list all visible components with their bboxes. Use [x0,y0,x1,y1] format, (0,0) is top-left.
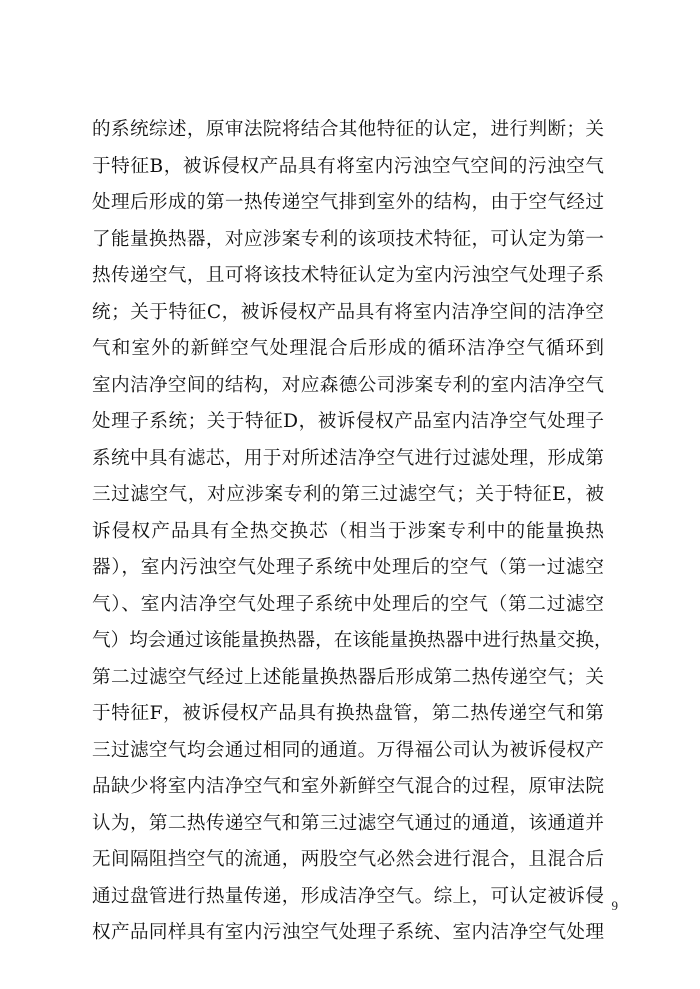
text-line: 三过滤空气，对应涉案专利的第三过滤空气；关于特征E，被 [92,484,604,505]
body-text [92,112,613,952]
page-number: 9 [611,898,618,913]
text-line: 的系统综述，原审法院将结合其他特征的认定，进行判断；关 [92,119,604,140]
text-line: 通过盘管进行热量传递，形成洁净空气。综上，可认定被诉侵 [92,885,604,907]
text-line: 统；关于特征C，被诉侵权产品具有将室内洁净空间的洁净空 [92,301,604,323]
text-line: 气）、室内洁净空气处理子系统中处理后的空气（第二过滤空 [92,593,604,615]
text-line: 室内洁净空间的结构，对应森德公司涉案专利的室内洁净空气 [92,374,604,396]
text-line: 气）均会通过该能量换热器，在该能量换热器中进行热量交换， [92,630,613,651]
text-line: 权产品同样具有室内污浊空气处理子系统、室内洁净空气处理 [92,922,604,943]
text-line: 处理后形成的第一热传递空气排到室外的结构，由于空气经过 [92,192,604,213]
text-line: 无间隔阻挡空气的流通，两股空气必然会进行混合，且混合后 [92,849,604,870]
text-line: 三过滤空气均会通过相同的通道。万得福公司认为被诉侵权产 [92,739,604,761]
text-line: 诉侵权产品具有全热交换芯（相当于涉案专利中的能量换热 [92,520,604,542]
text-line: 于特征F，被诉侵权产品具有换热盘管，第二热传递空气和第 [92,703,604,724]
text-line: 认为，第二热传递空气和第三过滤空气通过的通道，该通道并 [92,812,604,834]
text-line: 品缺少将室内洁净空气和室外新鲜空气混合的过程，原审法院 [92,776,604,797]
text-line: 了能量换热器，对应涉案专利的该项技术特征，可认定为第一 [92,228,604,250]
text-line: 处理子系统；关于特征D，被诉侵权产品室内洁净空气处理子 [92,411,604,432]
text-line: 第二过滤空气经过上述能量换热器后形成第二热传递空气；关 [92,666,604,688]
text-line: 气和室外的新鲜空气处理混合后形成的循环洁净空气循环到 [92,338,604,359]
text-line: 于特征B，被诉侵权产品具有将室内污浊空气空间的污浊空气 [92,155,604,177]
text-line: 热传递空气，且可将该技术特征认定为室内污浊空气处理子系 [92,265,604,286]
text-line: 系统中具有滤芯，用于对所述洁净空气进行过滤处理，形成第 [92,447,604,469]
text-line: 器），室内污浊空气处理子系统中处理后的空气（第一过滤空 [92,557,604,578]
